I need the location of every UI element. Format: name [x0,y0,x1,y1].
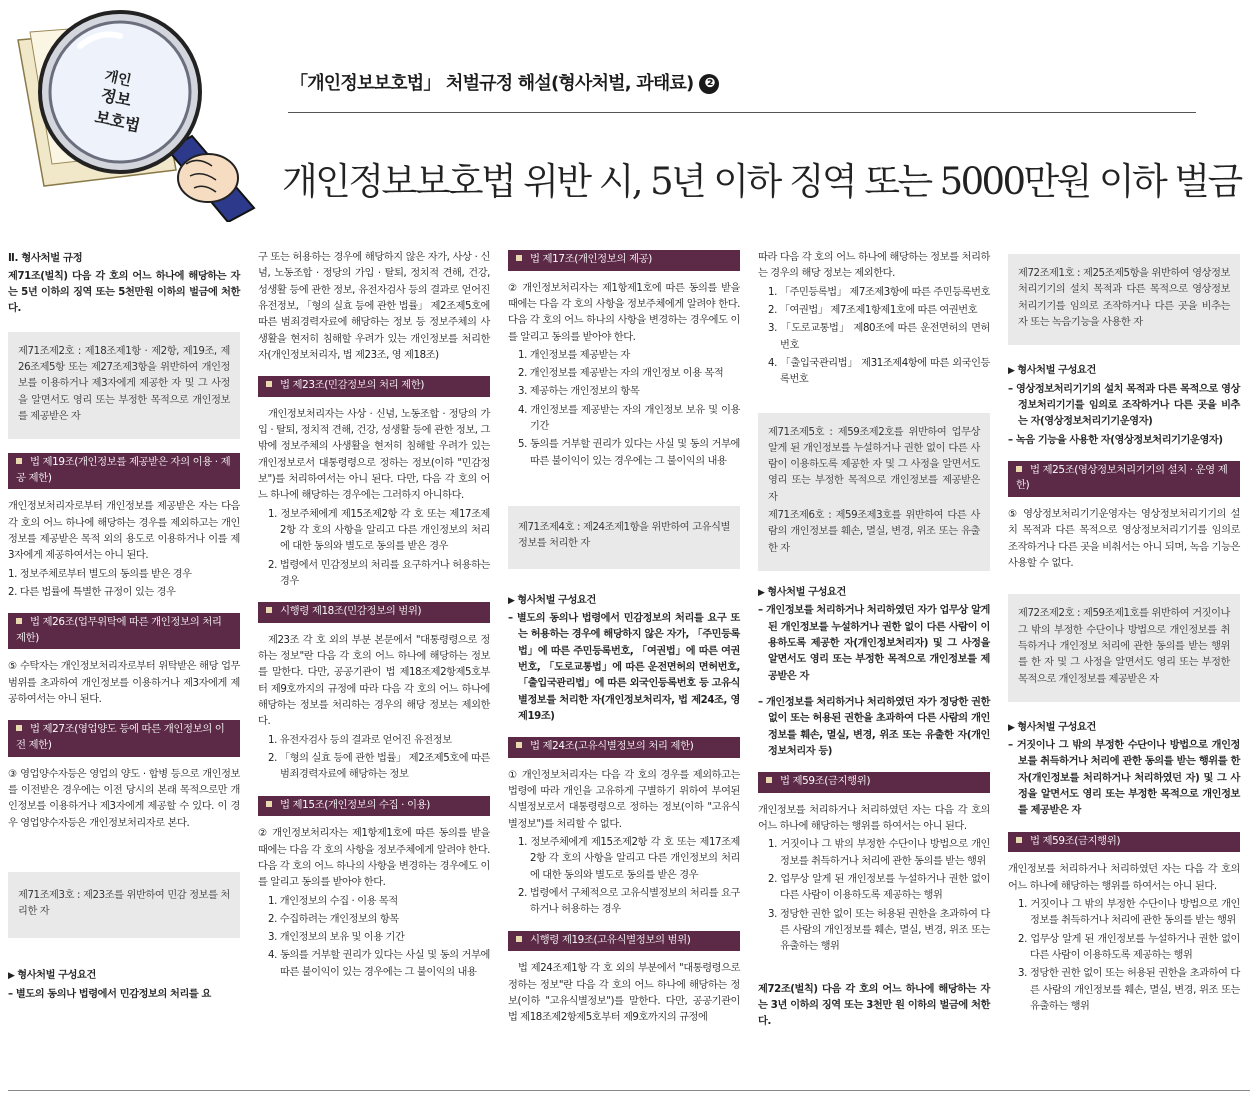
list-item: 2. 개인정보를 제공받는 자의 개인정보 이용 목적 [518,368,724,380]
requirement-heading: ▶ 형사처벌 구성요건 [1008,720,1240,736]
law-heading: 법 제59조(금지행위) [758,772,990,793]
law-heading: 법 제27조(영업양도 등에 따른 개인정보의 이전 제한) [8,720,240,756]
body-text: 법 제24조제1항 각 호 외의 부분에서 "대통령령으로 정하는 정보"란 다음 각 호의 어느 하나에 해당하는 정보(이하 "고유식별정보")를 말한다. 다만, 공공기관이 법 제18조제2항제5호부터 제9호까지의 규정에 [508,963,740,1024]
list-item: 1. 개인정보의 수집 · 이용 목적 [268,895,398,907]
list-item: 2. 「형의 실효 등에 관한 법률」 제2조제5호에 따른 범죄경력자료에 해당하는 정보 [268,753,490,781]
lens-text-2: 정보 [99,85,133,111]
header-rule [288,112,1196,113]
requirement-heading: ▶ 형사처벌 구성요건 [508,593,740,609]
provision-text: 제71조제4호 : 제24조제1항을 위반하여 고유식별정보를 처리한 자 [518,522,730,550]
body-text: 제23조 각 호 외의 부분 본문에서 "대통령령으로 정하는 정보"란 다음 각 호의 어느 하나에 해당하는 정보를 말한다. 다만, 공공기관이 법 제18조제2항제5호부터 제9호까지의 규정에 따라 다음 각 호의 어느 하나에 해당하는 정보를 처리하는 경우의 해당 정보는 제외한다. [258,634,490,728]
list-item: 3. 개인정보의 보유 및 이용 기간 [268,932,405,944]
law-heading: 법 제15조(개인정보의 수집 · 이용) [258,796,490,817]
requirement-text: – 녹음 기능을 사용한 자(영상정보처리기기운영자) [1008,434,1223,446]
headline: 개인정보보호법 위반 시, 5년 이하 징역 또는 5000만원 이하 벌금 [282,160,1241,203]
list-item: 4. 동의를 거부할 권리가 있다는 사실 및 동의 거부에 따른 불이익이 있는 경우에는 그 불이익의 내용 [268,950,490,978]
article-71: 제71조(벌칙) 다음 각 호의 어느 하나에 해당하는 자는 5년 이하의 징역 또는 5천만원 이하의 벌금에 처한다. [8,270,240,315]
body-text: 개인정보를 처리하거나 처리하였던 자는 다음 각 호의 어느 하나에 해당하는 행위를 하여서는 아니 된다. [758,804,990,833]
requirement-text: – 거짓이나 그 밖의 부정한 수단이나 방법으로 개인정보를 취득하거나 처리에 관한 동의를 받는 행위를 한 자(개인정보를 처리하거나 처리하였던 자) 및 그 사정을 알면서도 영리 또는 부정한 목적으로 개인정보를 제공받은 자 [1008,740,1240,817]
list-item: 1. 거짓이나 그 밖의 부정한 수단이나 방법으로 개인정보를 취득하거나 처리에 관한 동의를 받는 행위 [768,839,990,867]
body-text: ① 개인정보처리자는 다음 각 호의 경우를 제외하고는 법령에 따라 개인을 고유하게 구별하기 위하여 부여된 식별정보로서 대통령령으로 정하는 정보(이하 "고유식별정보")를 처리할 수 없다. [508,769,740,830]
column-5 [1008,250,1240,1017]
law-heading: 법 제25조(영상정보처리기기의 설치 · 운영 제한) [1008,461,1240,497]
requirement-text: – 별도의 동의나 법령에서 민감정보의 처리를 요 [8,988,211,1000]
requirement-text: – 영상정보처리기기의 설치 목적과 다른 목적으로 영상정보처리기기를 임의로 조작하거나 다른 곳을 비추는 자(영상정보처리기기운영자) [1008,383,1240,428]
body-text: ⑤ 영상정보처리기기운영자는 영상정보처리기기의 설치 목적과 다른 목적으로 영상정보처리기기를 임의로 조작하거나 다른 곳을 비춰서는 아니 되며, 녹음 기능은 사용할 수 없다. [1008,509,1240,569]
law-heading: 법 제26조(업무위탁에 따른 개인정보의 처리 제한) [8,613,240,649]
body-text: ⑤ 수탁자는 개인정보처리자로부터 위탁받은 해당 업무 범위를 초과하여 개인정보를 이용하거나 제3자에게 제공하여서는 아니 된다. [8,661,240,706]
provision-box [8,872,240,939]
provision-text: 제71조제6호 : 제59조제3호를 위반하여 다른 사람의 개인정보를 훼손, 멸실, 변경, 위조 또는 유출한 자 [768,510,980,554]
provision-box [508,506,740,569]
body-text: ② 개인정보처리자는 제1항제1호에 따른 동의를 받을 때에는 다음 각 호의 사항을 정보주체에게 알려야 한다. 다음 각 호의 어느 하나의 사항을 변경하는 경우에도 이를 알리고 동의를 받아야 한다. [508,282,740,343]
provision-box [758,413,990,572]
list-item: 1. 거짓이나 그 밖의 부정한 수단이나 방법으로 개인정보를 취득하거나 처리에 관한 동의를 받는 행위 [1018,898,1240,927]
requirement-heading: ▶ 형사처벌 구성요건 [1008,363,1240,379]
list-item: 2. 법령에서 민감정보의 처리를 요구하거나 허용하는 경우 [268,559,490,587]
lens-text-1: 개인 [103,68,133,90]
provision-text: 제71조제5호 : 제59조제2호를 위반하여 업무상 알게 된 개인정보를 누설하거나 권한 없이 다른 사람이 이용하도록 제공한 자 및 그 사정을 알면서도 영리 또는 부정한 목적으로 개인정보를 제공받은 자 [768,426,980,503]
column-1 [8,250,240,1005]
column-2 [258,250,490,983]
column-4 [758,250,990,1032]
section-title: Ⅱ. 형사처벌 규정 [8,252,83,264]
list-item: 1. 정보주체에게 제15조제2항 각 호 또는 제17조제2항 각 호의 사항을 알리고 다른 개인정보의 처리에 대한 동의와 별도로 동의를 받은 경우 [518,837,740,881]
article-72: 제72조(벌칙) 다음 각 호의 어느 하나에 해당하는 자는 3년 이하의 징역 또는 3천만 원 이하의 벌금에 처한다. [758,983,990,1028]
list-item: 3. 「도로교통법」 제80조에 따른 운전면허의 면허번호 [768,323,990,351]
law-heading: 시행령 제19조(고유식별정보의 범위) [508,931,740,952]
provision-text: 제72조제1호 : 제25조제5항을 위반하여 영상정보처리기기의 설치 목적과 다른 목적으로 영상정보처리기기를 임의로 조작하거나 다른 곳을 비추는 자 또는 녹음기능을 사용한 자 [1018,268,1230,328]
law-heading: 법 제19조(개인정보를 제공받은 자의 이용 · 제공 제한) [8,453,240,489]
body-text: ② 개인정보처리자는 제1항제1호에 따른 동의를 받을 때에는 다음 각 호의 사항을 정보주체에게 알려야 한다. 다음 각 호의 어느 하나의 사항을 변경하는 경우에도 이를 알리고 동의를 받아야 한다. [258,828,490,889]
list-item: 1. 「주민등록법」 제7조제3항에 따른 주민등록번호 [768,286,990,298]
magnifier-illustration [0,0,280,222]
list-item: 5. 동의를 거부할 권리가 있다는 사실 및 동의 거부에 따른 불이익이 있는 경우에는 그 불이익의 내용 [518,439,740,467]
requirement-heading: ▶ 형사처벌 구성요건 [758,585,990,601]
body-text: 개인정보를 처리하거나 처리하였던 자는 다음 각 호의 어느 하나에 해당하는 행위를 하여서는 아니 된다. [1008,864,1240,892]
law-heading: 법 제17조(개인정보의 제공) [508,250,740,271]
list-item: 1. 개인정보를 제공받는 자 [518,349,630,361]
requirement-text: – 개인정보를 처리하거나 처리하였던 자가 업무상 알게 된 개인정보를 누설하거나 권한 없이 다른 사람이 이용하도록 제공한 자(개인정보처리자) 및 그 사정을 알면서도 영리 또는 부정한 목적으로 개인정보를 제공받은 자 [758,605,990,682]
list-item: 3. 정당한 권한 없이 또는 허용된 권한을 초과하여 다른 사람의 개인정보를 훼손, 멸실, 변경, 위조 또는 유출하는 행위 [1018,968,1240,1012]
kicker-text: 「개인정보보호법」 처벌규정 해설(형사처벌, 과태료) [290,73,694,94]
law-heading: 법 제23조(민감정보의 처리 제한) [258,376,490,397]
requirement-text: – 개인정보를 처리하거나 처리하였던 자가 정당한 권한 없이 또는 허용된 권한을 초과하여 다른 사람의 개인정보를 훼손, 멸실, 변경, 위조 또는 유출한 자(개인정보처리자 등) [758,696,990,757]
body-text: ③ 영업양수자등은 영업의 양도 · 합병 등으로 개인정보를 이전받은 경우에는 이전 당시의 본래 목적으로만 개인정보를 이용하거나 제3자에게 제공할 수 있다. 이 경우 영업양수자등은 개인정보처리자로 본다. [8,768,240,829]
requirement-heading: ▶ 형사처벌 구성요건 [8,968,240,984]
list-item: 2. 업무상 알게 된 개인정보를 누설하거나 권한 없이 다른 사람이 이용하도록 제공하는 행위 [768,873,990,902]
bottom-rule [8,1090,1250,1091]
list-item: 1. 유전자검사 등의 결과로 얻어진 유전정보 [268,734,452,746]
list-item: 3. 정당한 권한 없이 또는 허용된 권한을 초과하여 다른 사람의 개인정보를 훼손, 멸실, 변경, 위조 또는 유출하는 행위 [768,908,990,953]
list-item: 4. 「출입국관리법」 제31조제4항에 따른 외국인등록번호 [768,357,990,386]
provision-text: 제71조제3호 : 제23조를 위반하여 민감 정보를 처리한 자 [18,889,230,918]
provision-box [8,332,240,440]
list-item: 2. 법령에서 구체적으로 고유식별정보의 처리를 요구하거나 허용하는 경우 [518,887,740,916]
list-item: 2. 「여권법」 제7조제1항제1호에 따른 여권번호 [768,304,978,316]
lens-text-3: 보호법 [93,107,142,136]
list-item: 2. 수집하려는 개인정보의 항목 [268,913,399,925]
list-item: 4. 개인정보를 제공받는 자의 개인정보 보유 및 이용 기간 [518,404,740,433]
list-item: 3. 제공하는 개인정보의 항목 [518,386,640,398]
list-item: 2. 업무상 알게 된 개인정보를 누설하거나 권한 없이 다른 사람이 이용하도록 제공하는 행위 [1018,933,1240,961]
provision-text: 제71조제2호 : 제18조제1항 · 제2항, 제19조, 제26조제5항 또는 제27조제3항을 위반하여 개인정보를 이용하거나 제3자에게 제공한 자 및 그 사정을 알면서도 영리 또는 부정한 목적으로 개인정보를 제공받은 자 [18,345,230,422]
body-text: 개인정보처리자는 사상 · 신념, 노동조합 · 정당의 가입 · 탈퇴, 정치적 견해, 건강, 성생활 등에 관한 정보, 그 밖에 정보주체의 사생활을 현저히 침해할 우려가 있는 개인정보로서 대통령령으로 정하는 정보(이하 "민감정보")를 처리하여서는 아니 된다. 다만, 다음 각 호의 어느 하나에 해당하는 경우에는 그러하지 아니하다. [258,408,490,502]
law-heading: 시행령 제18조(민감정보의 범위) [258,602,490,623]
provision-box [1008,594,1240,702]
provision-text: 제72조제2호 : 제59조제1호를 위반하여 거짓이나 그 밖의 부정한 수단이나 방법으로 개인정보를 취득하거나 개인정보 처리에 관한 동의를 받는 행위를 한 자 및 그 사정을 알면서도 영리 또는 부정한 목적으로 개인정보를 제공받은 자 [1018,608,1230,685]
law-heading: 법 제24조(고유식별정보의 처리 제한) [508,737,740,758]
kicker [290,70,719,99]
body-text: 개인정보처리자로부터 개인정보를 제공받은 자는 다음 각 호의 어느 하나에 해당하는 경우를 제외하고는 개인정보를 제공받은 목적 외의 용도로 이용하거나 이를 제3자에게 제공하여서는 아니 된다. [8,501,240,562]
list-item: 2. 다른 법률에 특별한 규정이 있는 경우 [8,586,176,598]
body-text: 따라 다음 각 호의 어느 하나에 해당하는 정보를 처리하는 경우의 해당 정보는 제외한다. [758,252,990,280]
body-text: 구 또는 허용하는 경우에 해당하지 않은 자가, 사상 · 신념, 노동조합 · 정당의 가입 · 탈퇴, 정치적 견해, 건강, 성생활 등에 관한 정보, 유전자검사 등의 결과로 얻어진 유전정보, 「형의 실효 등에 관한 법률」 제2조제5호에 따른 범죄경력자료에 해당하는 정보 등 정보주체의 사생활을 현저히 침해할 우려가 있는 개인정보를 처리한 자(개인정보처리자, 법 제23조, 영 제18조) [258,252,490,361]
list-item: 1. 정보주체에게 제15조제2항 각 호 또는 제17조제2항 각 호의 사항을 알리고 다른 개인정보의 처리에 대한 동의와 별도로 동의를 받은 경우 [268,508,490,553]
column-3 [508,250,740,1028]
requirement-text: – 별도의 동의나 법령에서 민감정보의 처리를 요구 또는 허용하는 경우에 해당하지 않은 자가, 「주민등록법」에 따른 주민등록번호, 「여권법」에 따른 여권번호, 「도로교통법」에 따른 운전면허의 면허번호, 「출입국관리법」에 따른 외국인등록번호 등 고유식별정보를 처리한 자(개인정보처리자, 법 제24조, 영 제19조) [508,612,740,722]
provision-box [1008,254,1240,345]
law-heading: 법 제59조(금지행위) [1008,832,1240,853]
kicker-number: ❷ [699,74,719,94]
list-item: 1. 정보주체로부터 별도의 동의를 받은 경우 [8,568,192,580]
